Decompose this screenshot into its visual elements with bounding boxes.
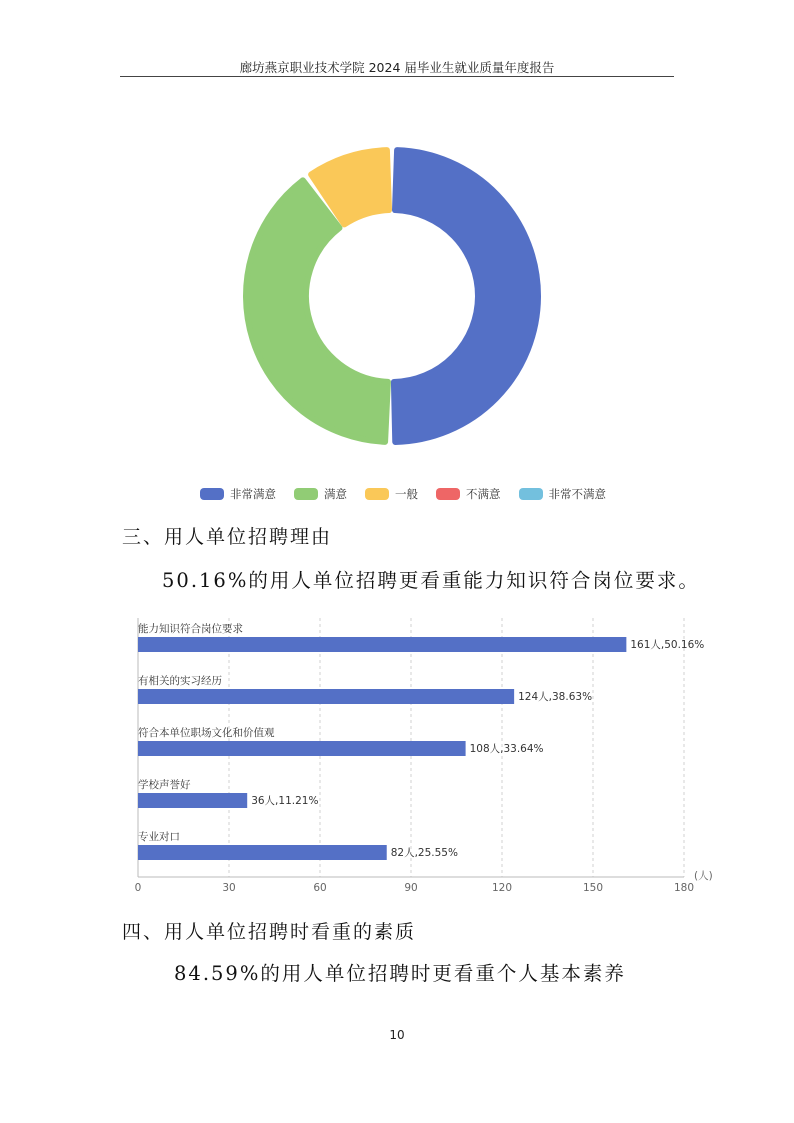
- x-tick-label: 90: [404, 882, 418, 894]
- legend-label: 满意: [324, 487, 347, 501]
- header-rule: [120, 76, 674, 77]
- x-tick-label: 0: [134, 882, 142, 894]
- legend-item-5: [519, 486, 607, 502]
- section-heading-4: 四、用人单位招聘时看重的素质: [122, 921, 417, 943]
- bar-data-label: 108人,33.64%: [469, 743, 544, 755]
- legend-item-4: [436, 486, 501, 502]
- page-number: 10: [389, 1028, 405, 1042]
- legend-item-2: [294, 486, 347, 502]
- page-header: 廊坊燕京职业技术学院 2024 届毕业生就业质量年度报告: [239, 60, 555, 75]
- donut-slice-1: [394, 150, 538, 442]
- legend-swatch: [436, 488, 460, 500]
- legend-label: 非常满意: [230, 487, 276, 501]
- section-4-text: 84.59%的用人单位招聘时更看重个人基本素养: [174, 962, 626, 985]
- bar-4: [138, 793, 247, 808]
- category-label: 能力知识符合岗位要求: [138, 623, 243, 635]
- legend-label: 不满意: [466, 487, 501, 501]
- bar-data-label: 82人,25.55%: [390, 847, 458, 859]
- bar-data-label: 161人,50.16%: [630, 639, 705, 651]
- category-label: 符合本单位职场文化和价值观: [138, 727, 275, 739]
- legend-label: 非常不满意: [548, 487, 606, 501]
- x-axis-unit: (人): [694, 870, 713, 882]
- satisfaction-donut-chart: [200, 130, 600, 470]
- section-3-text: 50.16%的用人单位招聘更看重能力知识符合岗位要求。: [162, 569, 700, 592]
- legend-swatch: [294, 488, 318, 500]
- x-tick-label: 30: [222, 882, 236, 894]
- legend-item-1: [200, 486, 276, 502]
- section-heading-3: 三、用人单位招聘理由: [122, 526, 333, 548]
- category-label: 有相关的实习经历: [138, 675, 222, 687]
- recruitment-reason-bar-chart: [120, 612, 720, 902]
- legend-item-3: [365, 486, 418, 502]
- x-tick-label: 180: [673, 882, 695, 894]
- bar-1: [138, 637, 626, 652]
- bar-data-label: 36人,11.21%: [251, 795, 319, 807]
- donut-legend: [200, 484, 640, 504]
- x-tick-label: 60: [313, 882, 327, 894]
- bar-3: [138, 741, 466, 756]
- legend-label: 一般: [395, 487, 418, 501]
- bar-2: [138, 689, 514, 704]
- donut-slice-2: [246, 180, 388, 441]
- category-label: 专业对口: [138, 831, 180, 843]
- bar-data-label: 124人,38.63%: [518, 691, 593, 703]
- legend-swatch: [200, 488, 224, 500]
- legend-swatch: [365, 488, 389, 500]
- x-tick-label: 150: [582, 882, 604, 894]
- bar-5: [138, 845, 387, 860]
- legend-swatch: [519, 488, 543, 500]
- category-label: 学校声誉好: [138, 779, 191, 791]
- x-tick-label: 120: [491, 882, 513, 894]
